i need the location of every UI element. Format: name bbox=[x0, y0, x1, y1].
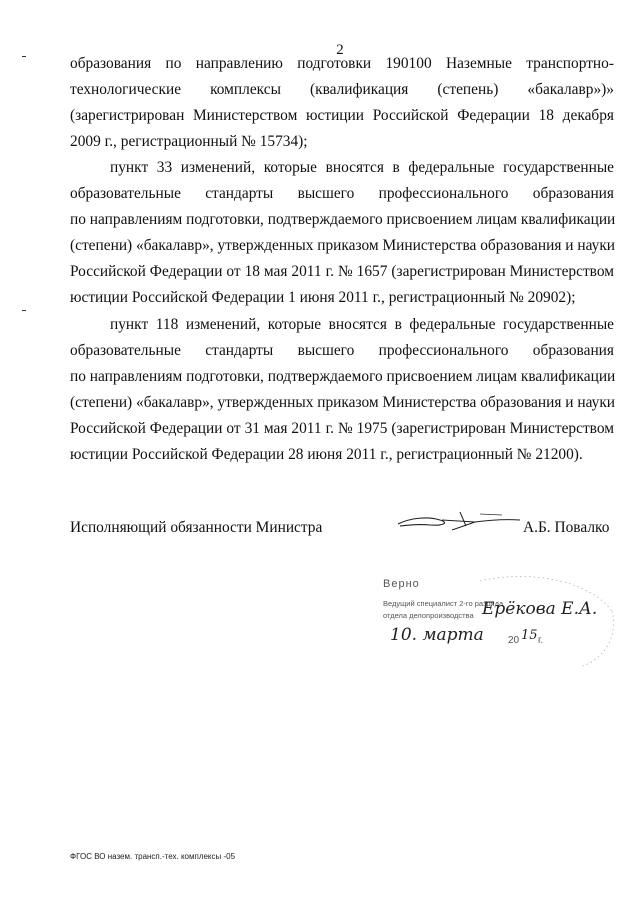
handwritten-signature bbox=[380, 500, 530, 540]
text-line: 2009 г., регистрационный № 15734); bbox=[70, 133, 308, 150]
text-line: (степени) «бакалавр», утвержденных приказом Министерства образования и науки bbox=[70, 237, 616, 254]
text-line: образовательные стандарты высшего профессионального образования bbox=[70, 342, 614, 359]
text-line: (степени) «бакалавр», утвержденных приказом Министерства образования и науки bbox=[70, 394, 616, 411]
document-footer: ФГОС ВО назем. трансп.-тех. комплексы -05 bbox=[70, 852, 236, 861]
text-line: образовательные стандарты высшего профессионального образования bbox=[70, 185, 614, 202]
page-number: 2 bbox=[336, 42, 344, 58]
text-line: образования по направлению подготовки 190100 Наземные транспортно- bbox=[70, 55, 614, 72]
scan-mark bbox=[22, 310, 26, 311]
text-line: юстиции Российской Федерации 1 июня 2011 г., регистрационный № 20902); bbox=[70, 289, 576, 306]
text-line: юстиции Российской Федерации 28 июня 2011 г., регистрационный № 21200). bbox=[70, 446, 583, 463]
stamp-year-prefix: 20 bbox=[508, 635, 520, 646]
text-line: (зарегистрирован Министерством юстиции Российской Федерации 18 декабря bbox=[70, 107, 614, 124]
signatory-title: Исполняющий обязанности Министра bbox=[70, 519, 323, 536]
certification-stamp bbox=[380, 575, 620, 675]
text-line: по направлениям подготовки, подтверждаемого присвоением лицам квалификации bbox=[70, 368, 616, 385]
stamp-handwritten-name: Ерёкова Е.А. bbox=[482, 599, 598, 619]
stamp-handwritten-date: 10. марта bbox=[390, 625, 484, 645]
text-line: Российской Федерации от 18 мая 2011 г. № 1657 (зарегистрирован Министерством bbox=[70, 263, 614, 280]
signatory-name: А.Б. Повалко bbox=[523, 519, 610, 536]
stamp-position-line1: Ведущий специалист 2-го разряда bbox=[383, 599, 504, 608]
stamp-year-hand: 15 bbox=[521, 628, 538, 643]
stamp-year-suffix: г. bbox=[538, 635, 544, 646]
text-line: по направлениям подготовки, подтверждаемого присвоением лицам квалификации bbox=[70, 211, 616, 228]
stamp-verno: Верно bbox=[383, 578, 420, 590]
text-line: пункт 118 изменений, которые вносятся в федеральные государственные bbox=[110, 316, 614, 333]
stamp-position-line2: отдела делопроизводства bbox=[383, 611, 474, 620]
text-line: Российской Федерации от 31 мая 2011 г. № 1975 (зарегистрирован Министерством bbox=[70, 420, 614, 437]
text-line: пункт 33 изменений, которые вносятся в федеральные государственные bbox=[110, 159, 614, 176]
text-line: технологические комплексы (квалификация (степень) «бакалавр»)» bbox=[70, 81, 614, 98]
scan-mark bbox=[22, 56, 26, 57]
